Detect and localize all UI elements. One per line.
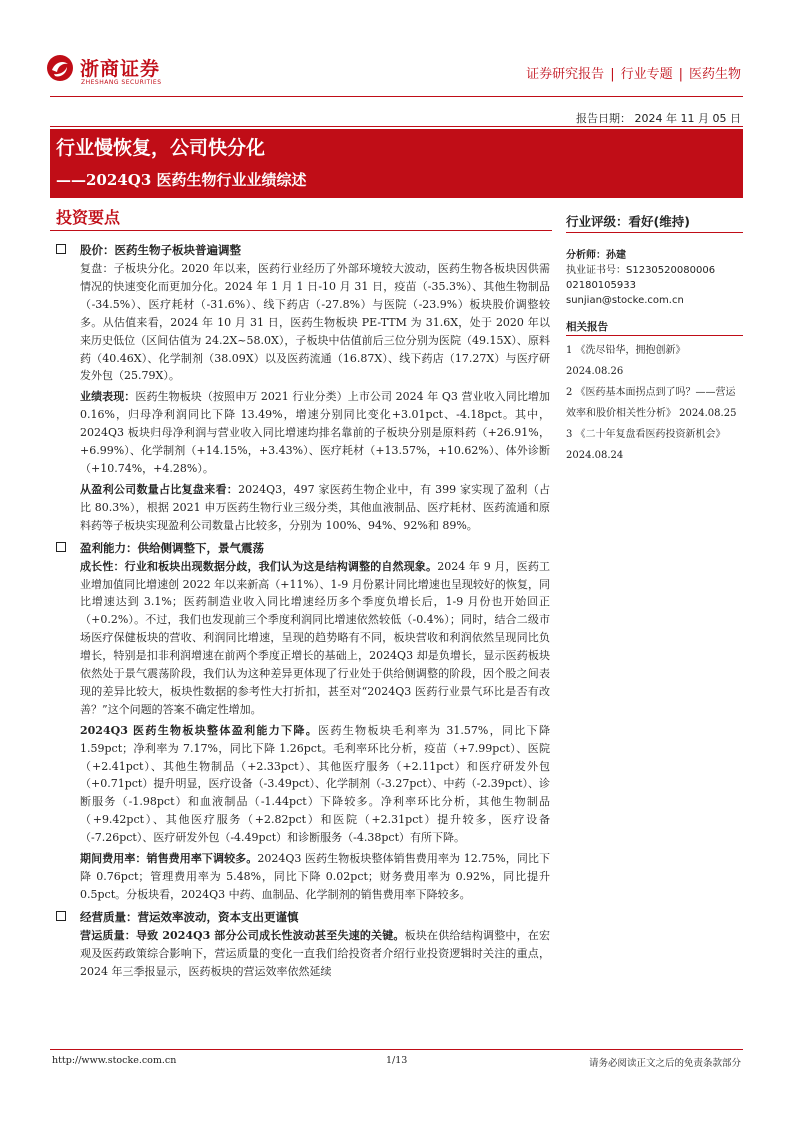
paragraph: 成长性：行业和板块出现数据分歧，我们认为这是结构调整的自然现象。2024 年 9 月，医药工业增加值同比增速创 2022 年以来新高（+11%）、1-9 月份累计同比增速也呈现较好的恢复，同比增速达到 3.1%；医药制造业收入同比增速经历多个季度负增长后，1-9 月份也开始回正（+0.2%）。不过，我们也发现前三个季度利润同比增速依然较低（-0.4%）；同时，结合二级市场医疗保健板块的营收、利润同比增速，呈现的趋势略有不同，板块营收和利润依然呈现同比负增长，特别是扣非利润增速在前两个季度正增长的基础上，2024Q3 却是负增长，显示医药板块依然处于景气震荡阶段，我们认为这种差异更体现了行业处于供给侧调整的阶段，因个股之间表现的差异比较大，板块性数据的参考性大打折扣，甚至对“2024Q3 医药行业景气环比是否有改善？”这个问题的答案不确定性增加。	[80, 559, 551, 716]
footer-url[interactable]: http://www.stocke.com.cn	[52, 1055, 177, 1066]
header-divider	[50, 126, 743, 127]
paragraph: 2024Q3 医药生物板块整体盈利能力下降。医药生物板块毛利率为 31.57%，同比下降 1.59pct；净利率为 7.17%，同比下降 1.26pct。毛利率环比分析，疫苗（+7.99pct）、医院（+2.41pct）、其他生物制品（+2.33pct）、其他医疗服务（+2.11pct）和医疗研发外包（+0.71pct）提升明显，医疗设备（-3.49pct）、化学制剂（-3.27pct）、中药（-2.39pct）、诊断服务（-1.98pct）和血液制品（-1.44pct）下降较多。净利率环比分析，其他生物制品（+9.42pct）、其他医疗服务（+2.82pct）和医院（+2.31pct）提升较多，医疗设备（-7.26pct）、医疗研发外包（-4.49pct）和诊断服务（-4.38pct）有所下降。	[80, 723, 550, 845]
section-bullet: 经营质量：营运效率波动，资本支出更谨慎	[56, 907, 550, 927]
paragraph: 期间费用率：销售费用率下调较多。2024Q3 医药生物板块整体销售费用率为 12.75%，同比下降 0.76pct；管理费用率为 5.48%，同比下降 0.02pct；财务费用率为 0.92%，同比提升 0.5pct。分板块看，2024Q3 中药、血制品、化学制剂的销售费用率下降较多。	[80, 852, 550, 901]
report-date: 报告日期： 2024 年 11 月 05 日	[576, 112, 741, 125]
report-subtitle: ——2024Q3 医药生物行业业绩综述	[56, 171, 307, 189]
related-reports-list	[566, 340, 743, 466]
checkbox-square-icon	[56, 244, 66, 254]
license-number: 执业证书号：S1230520080006	[566, 265, 716, 276]
industry-rating: 行业评级：看好(维持)	[566, 214, 690, 229]
heading-divider	[50, 230, 552, 231]
paragraph: 营运质量：导致 2024Q3 部分公司成长性波动甚至失速的关键。板块在供给结构调整中，在宏观及医药政策综合影响下，营运质量的变化一直我们给投资者介绍行业投资逻辑时关注的重点，2024 年三季报显示，医药板块的营运效率依然延续	[80, 928, 551, 978]
related-report-item[interactable]: 1 《洗尽铅华，拥抱创新》 2024.08.26	[566, 345, 686, 377]
main-content	[56, 238, 550, 984]
paragraph: 从盈利公司数量占比复盘来看：2024Q3，497 家医药生物企业中，有 399 家实现了盈利（占比 80.3%），根据 2021 申万医药生物行业三级分类，其他血液制品、医疗耗材、医药流通和原料药等子板块实现盈利公司数量占比较多，分别为 100%、94%、92%和 89%。	[80, 482, 551, 532]
section-bullet: 股价：医药生物子板块普遍调整	[56, 240, 550, 260]
report-title: 行业慢恢复，公司快分化	[56, 137, 266, 159]
header-tag-topic: 行业专题	[620, 67, 673, 82]
header-divider	[50, 96, 743, 97]
logo-text-en: ZHESHANG SECURITIES	[81, 79, 162, 86]
analyst-info	[566, 248, 715, 308]
separator: |	[610, 67, 615, 82]
disclaimer-note: 请务必阅读正文之后的免责条款部分	[588, 1058, 741, 1069]
header-tag-report: 证券研究报告	[526, 67, 605, 82]
paragraph: 复盘：子板块分化。2020 年以来，医药行业经历了外部环境较大波动，医药生物各板块因供需情况的快速变化而更加分化。2024 年 1 月 1 日-10 月 31 日，疫苗（-35.3%）、其他生物制品（-34.5%）、医疗耗材（-31.6%）、线下药店（-27.8%）与医院（-23.9%）板块股价调整较多。从估值来看，2024 年 10 月 31 日，医药生物板块 PE-TTM 为 31.6X，处于 2020 年以来历史低位（区间估值为 24.2X~58.0X），子板块中估值前后三位分别为医院（49.15X）、原料药（40.46X）、化学制剂（38.09X）以及医药流通（16.87X）、线下药店（17.27X）与医疗研发外包（25.79X）。	[80, 262, 550, 383]
page-number: 1/13	[386, 1055, 408, 1066]
sidebar-divider	[566, 232, 743, 233]
checkbox-square-icon	[56, 911, 66, 921]
investment-highlights-heading: 投资要点	[56, 208, 121, 227]
section-bullet: 盈利能力：供给侧调整下，景气震荡	[56, 538, 550, 558]
logo-text-cn: 浙商证券	[80, 58, 161, 80]
related-report-item[interactable]: 2 《医药基本面拐点到了吗？——营运效率和股价相关性分析》 2024.08.25	[566, 387, 737, 419]
related-report-item[interactable]: 3 《二十年复盘看医药投资新机会》 2024.08.24	[566, 429, 726, 461]
analyst-phone: 02180105933	[566, 280, 636, 291]
analyst-email[interactable]: sunjian@stocke.com.cn	[566, 295, 684, 306]
paragraph: 业绩表现：医药生物板块（按照申万 2021 行业分类）上市公司 2024 年 Q3 营业收入同比增加 0.16%，归母净利润同比下降 13.49%，增速分别同比变化+3.01pct、-4.18pct。其中，2024Q3 板块归母净利润与营业收入同比增速均排名靠前的子板块分别是原料药（+26.91%，+6.99%）、化学制剂（+14.15%，+3.43%）、医疗耗材（+13.57%，+10.62%）、体外诊断（+10.74%，+4.28%）。	[80, 390, 551, 475]
header-tags	[526, 63, 741, 82]
separator: |	[678, 67, 683, 82]
related-reports-heading: 相关报告	[566, 321, 608, 333]
header-tag-industry: 医药生物	[688, 67, 741, 82]
sidebar-divider	[566, 335, 743, 336]
analyst-name: 分析师：孙建	[566, 250, 626, 261]
logo-icon	[46, 54, 74, 82]
checkbox-square-icon	[56, 542, 66, 552]
footer-divider	[50, 1049, 743, 1050]
